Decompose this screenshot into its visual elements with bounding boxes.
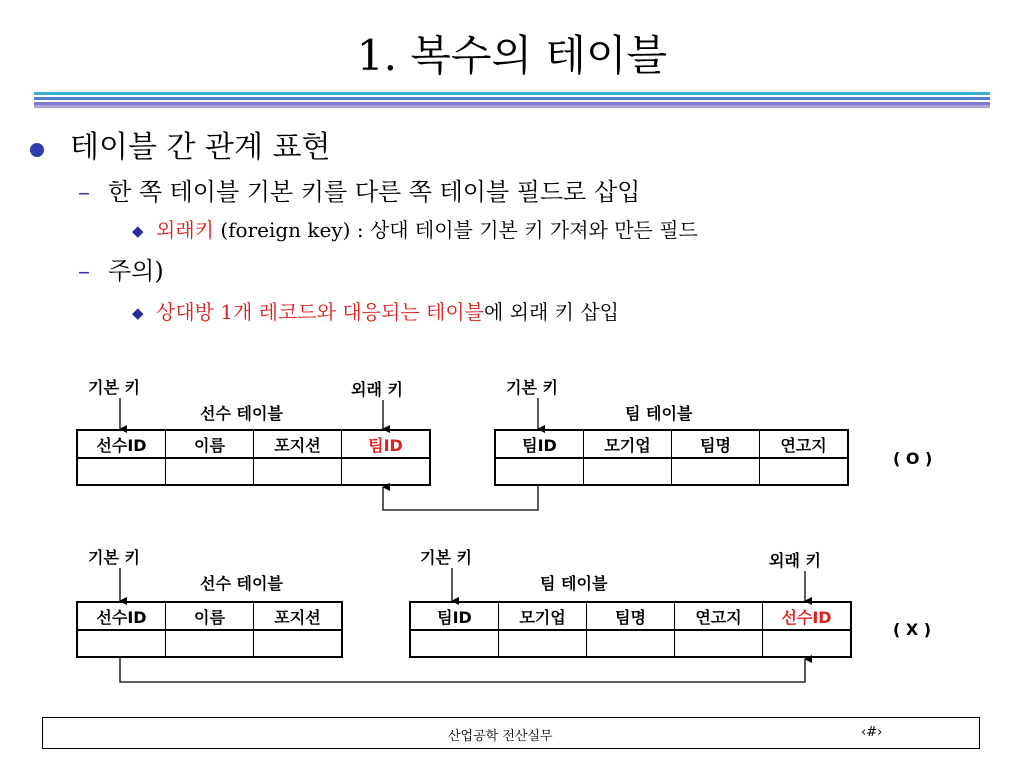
bullet-caution-detail	[156, 297, 619, 327]
player-table-title-bottom: 선수 테이블	[200, 574, 283, 593]
column-header: 연고지	[675, 602, 763, 630]
slide-title: 1. 복수의 테이블	[356, 31, 668, 80]
caution-highlight: 상대방 1개 레코드와 대응되는 테이블	[156, 300, 484, 324]
column-header: 모기업	[499, 602, 587, 630]
player-table-bottom	[76, 601, 343, 658]
pk-label-bottom-team: 기본 키	[420, 548, 472, 567]
column-header: 이름	[166, 430, 254, 458]
column-header: 팀ID	[410, 602, 499, 630]
column-header: 연고지	[760, 430, 849, 458]
verdict-correct: ( O )	[893, 449, 933, 468]
column-header: 모기업	[584, 430, 672, 458]
title-divider	[34, 92, 990, 108]
pk-label-top-team: 기본 키	[506, 378, 558, 397]
column-header-foreign-key: 팀ID	[342, 430, 431, 458]
foreign-key-desc: (foreign key) : 상대 테이블 기본 키 가져와 만든 필드	[213, 218, 698, 242]
foreign-key-term: 외래키	[156, 218, 214, 242]
team-table-top	[494, 429, 849, 486]
column-header: 포지션	[254, 430, 342, 458]
column-header: 이름	[166, 602, 254, 630]
column-header-foreign-key: 선수ID	[763, 602, 852, 630]
team-table-title-top: 팀 테이블	[625, 404, 693, 423]
dash-icon: –	[78, 257, 90, 285]
pk-label-bottom-player: 기본 키	[88, 548, 140, 567]
footer-page-number: ‹#›	[861, 725, 883, 740]
dash-icon: –	[78, 178, 90, 206]
slide-footer	[42, 717, 980, 749]
bullet-caution: 주의)	[108, 257, 164, 285]
bullet-insert-key: 한 쪽 테이블 기본 키를 다른 쪽 테이블 필드로 삽입	[108, 178, 641, 206]
column-header: 선수ID	[77, 602, 166, 630]
fk-label-bottom: 외래 키	[769, 551, 821, 570]
column-header: 팀명	[587, 602, 675, 630]
team-table-title-bottom: 팀 테이블	[540, 574, 608, 593]
diamond-icon: ◆	[132, 222, 144, 240]
diamond-icon: ◆	[132, 304, 144, 322]
bullet-icon	[30, 143, 44, 157]
verdict-wrong: ( X )	[893, 620, 932, 639]
column-header: 선수ID	[77, 430, 166, 458]
player-table-top	[76, 429, 431, 486]
bullet-foreign-key	[156, 215, 698, 245]
bullet-relationship: 테이블 간 관계 표현	[70, 130, 331, 165]
fk-connector-top	[383, 485, 538, 510]
column-header: 팀ID	[495, 430, 584, 458]
player-table-title-top: 선수 테이블	[200, 404, 283, 423]
fk-label-top: 외래 키	[351, 380, 403, 399]
fk-connector-bottom	[120, 657, 805, 682]
team-table-bottom	[409, 601, 852, 658]
caution-rest: 에 외래 키 삽입	[483, 300, 619, 324]
footer-course: 산업공학 전산실무	[448, 729, 553, 744]
column-header: 포지션	[254, 602, 343, 630]
pk-label-top-player: 기본 키	[88, 378, 140, 397]
column-header: 팀명	[672, 430, 760, 458]
